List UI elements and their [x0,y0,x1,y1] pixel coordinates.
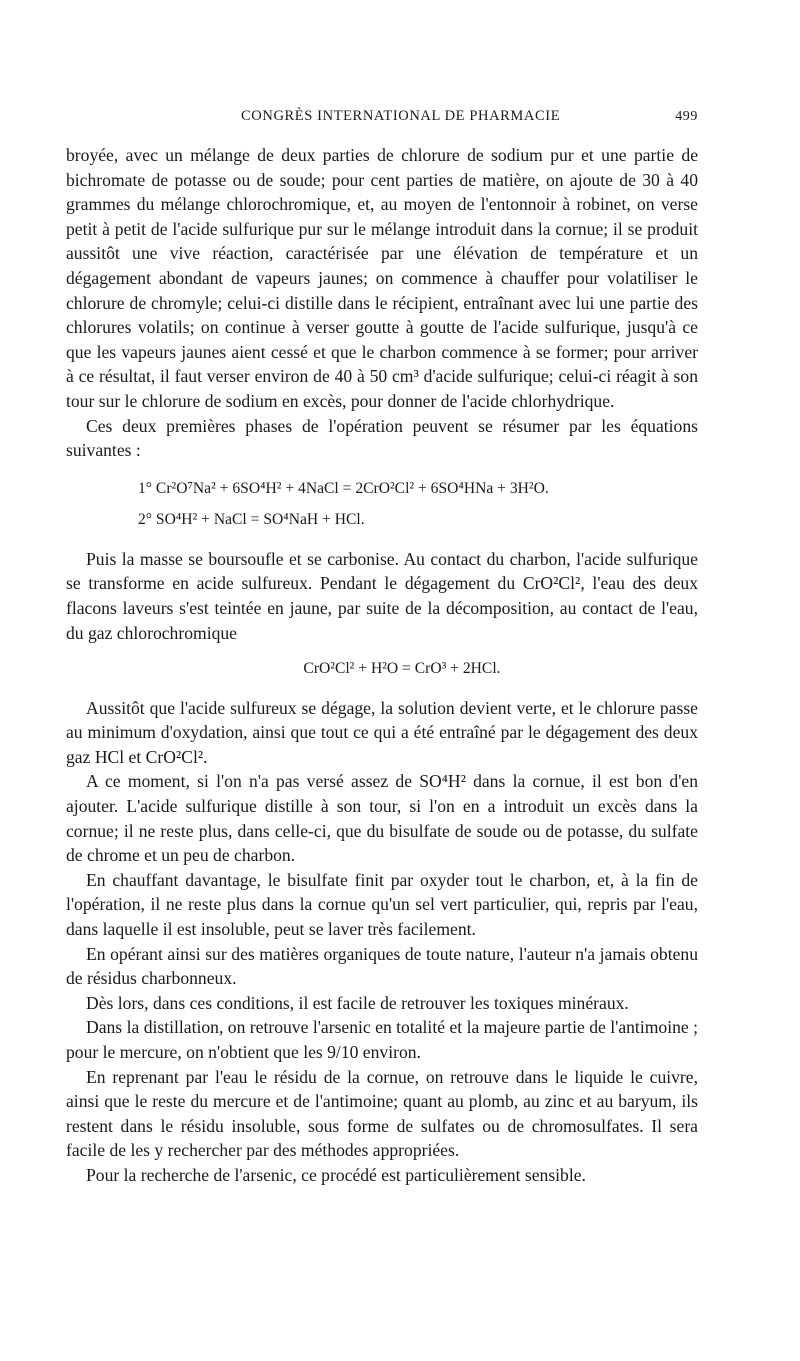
page-number: 499 [675,109,698,124]
paragraph-4: Aussitôt que l'acide sulfureux se dégage, la solution devient verte, et le chlorure passe au minimum d'oxydation, ainsi que tout ce qui a été entraîné par le dégagement des deux gaz HCl et CrO²Cl². [66,697,698,767]
equation-block [138,473,698,535]
equation-1: 1° Cr²O⁷Na² + 6SO⁴H² + 4NaCl = 2CrO²Cl² + 6SO⁴HNa + 3H²O. [138,479,549,497]
paragraph-6: En chauffant davantage, le bisulfate finit par oxyder tout le charbon, et, à la fin de l'opération, il ne reste plus dans la cornue qu'un sel vert particulier, qui, repris par l'eau, dans laquelle il est insoluble, peut se laver très facilement. [66,869,698,940]
paragraph-7: En opérant ainsi sur des matières organiques de toute nature, l'auteur n'a jamais obtenu de résidus charbonneux. [66,943,698,989]
paragraph-3: Puis la masse se boursoufle et se carbonise. Au contact du charbon, l'acide sulfurique se transforme en acide sulfureux. Pendant le dégagement du CrO²Cl², l'eau des deux flacons laveurs s'est teintée en jaune, par suite de la décomposition, au contact de l'eau, du gaz chlorochromique [66,548,698,643]
equation-2: 2° SO⁴H² + NaCl = SO⁴NaH + HCl. [138,510,365,528]
paragraph-5: A ce moment, si l'on n'a pas versé assez de SO⁴H² dans la cornue, il est bon d'en ajouter. L'acide sulfurique distille à son tour, si l'on en a introduit un excès dans la cornue; il ne reste plus, dans celle-ci, que du bisulfate de soude ou de potasse, du sulfate de chrome et un peu de charbon. [66,771,698,866]
paragraph-1: broyée, avec un mélange de deux parties de chlorure de sodium pur et une partie de bichromate de potasse ou de soude; pour cent parties de matière, on ajoute de 30 à 40 grammes du mélange chlorochromique, et, au moyen de l'entonnoir à robinet, on verse petit à petit de l'acide sulfurique pur sur le mélange introduit dans la cornue; il se produit aussitôt une vive réaction, caractérisée par une élévation de température et un dégagement abondant de vapeurs jaunes; on commence à chauffer pour volatiliser le chlorure de chromyle; celui-ci distille dans le récipient, entraînant avec lui une partie des chlorures volatils; on continue à verser goutte à goutte de l'acide sulfurique, jusqu'à ce que les vapeurs jaunes aient cessé et que le charbon commence à se former; pour arriver à ce résultat, il faut verser environ de 40 à 50 cm³ d'acide sulfurique; celui-ci réagit à son tour sur le chlorure de sodium en excès, pour donner de l'acide chlorhydrique. [66,145,698,411]
paragraph-11: Pour la recherche de l'arsenic, ce procédé est particulièrement sensible. [86,1164,586,1185]
paragraph-10: En reprenant par l'eau le résidu de la cornue, on retrouve dans le liquide le cuivre, ainsi que le reste du mercure et de l'antimoine; quant au plomb, au zinc et au baryum, ils restent dans le résidu insoluble, sous forme de sulfates ou de chromosulfates. Il sera facile de les y rechercher par des méthodes appropriées. [66,1066,698,1161]
paragraph-9: Dans la distillation, on retrouve l'arsenic en totalité et la majeure partie de l'antimoine ; pour le mercure, on n'obtient que les 9/10 environ. [66,1017,698,1062]
running-header [66,108,698,125]
equation-3: CrO²Cl² + H²O = CrO³ + 2HCl. [303,660,501,678]
header-title: CONGRÈS INTERNATIONAL DE PHARMACIE [241,108,561,124]
paragraph-2: Ces deux premières phases de l'opération peuvent se résumer par les équations suivantes : [66,415,698,461]
body-text [66,143,698,1188]
paragraph-8: Dès lors, dans ces conditions, il est facile de retrouver les toxiques minéraux. [86,992,629,1013]
